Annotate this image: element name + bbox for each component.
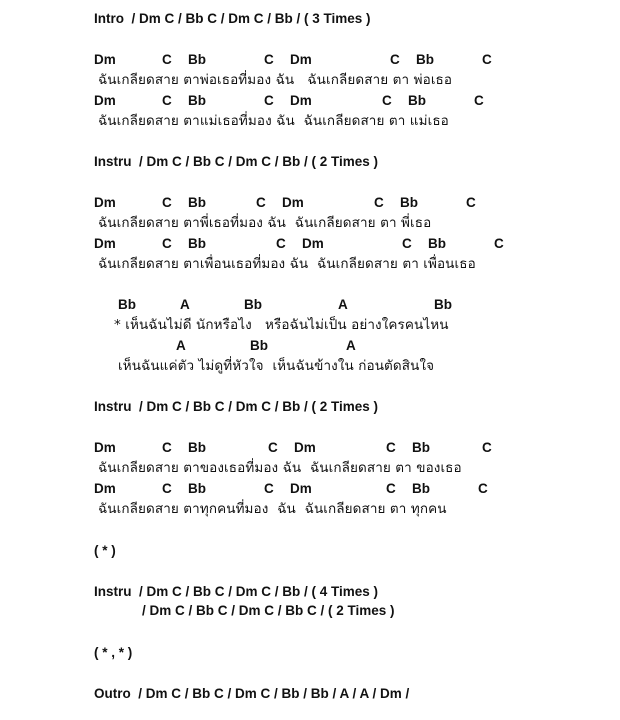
chorus-chord-line-2 <box>0 337 620 355</box>
chord: Bb <box>244 297 262 312</box>
chord: C <box>264 481 274 496</box>
chord: C <box>264 52 274 67</box>
chord: C <box>494 236 504 251</box>
repeat-marker-2: ( * , * ) <box>94 645 133 660</box>
chord: Bb <box>250 338 268 353</box>
chord: Bb <box>188 52 206 67</box>
verse2-lyric-2: ฉันเกลียดสาย ตาเพื่อนเธอที่มอง ฉัน ฉันเกลียดสาย ตา เพื่อนเธอ <box>98 256 476 272</box>
chord: C <box>268 440 278 455</box>
chord: C <box>386 481 396 496</box>
verse3-lyric-1: ฉันเกลียดสาย ตาของเธอที่มอง ฉัน ฉันเกลียดสาย ตา ของเธอ <box>98 460 462 476</box>
instru-line-1: Instru / Dm C / Bb C / Dm C / Bb / ( 2 Times ) <box>94 154 379 169</box>
chord: Dm <box>94 93 116 108</box>
chord: C <box>256 195 266 210</box>
chord: A <box>176 338 186 353</box>
chord: Dm <box>94 52 116 67</box>
verse2-chord-line-1 <box>0 194 620 212</box>
chord: C <box>482 440 492 455</box>
chord: Bb <box>188 236 206 251</box>
chord: Bb <box>416 52 434 67</box>
chord: C <box>382 93 392 108</box>
chord: Bb <box>412 440 430 455</box>
chord: C <box>478 481 488 496</box>
chord: C <box>264 93 274 108</box>
chord: Bb <box>118 297 136 312</box>
verse1-lyric-1: ฉันเกลียดสาย ตาพ่อเธอที่มอง ฉัน ฉันเกลียดสาย ตา พ่อเธอ <box>98 72 453 88</box>
chord: C <box>162 93 172 108</box>
chord: C <box>162 440 172 455</box>
chord: C <box>374 195 384 210</box>
chord: A <box>346 338 356 353</box>
instru-line-3b: / Dm C / Bb C / Dm C / Bb C / ( 2 Times ) <box>142 603 395 618</box>
chord: Dm <box>94 440 116 455</box>
verse2-lyric-1: ฉันเกลียดสาย ตาพี่เธอที่มอง ฉัน ฉันเกลียดสาย ตา พี่เธอ <box>98 215 432 231</box>
chord: Dm <box>94 195 116 210</box>
chord: C <box>162 195 172 210</box>
chord: C <box>162 52 172 67</box>
chord: Bb <box>428 236 446 251</box>
chorus-lyric-1: * เห็นฉันไม่ดี นักหรือไง หรือฉันไม่เป็น อย่างใครคนไหน <box>114 317 449 333</box>
chord: Bb <box>400 195 418 210</box>
chord: C <box>402 236 412 251</box>
instru-line-3: Instru / Dm C / Bb C / Dm C / Bb / ( 4 Times ) <box>94 584 379 599</box>
chord: C <box>482 52 492 67</box>
chord: C <box>386 440 396 455</box>
verse3-lyric-2: ฉันเกลียดสาย ตาทุกคนที่มอง ฉัน ฉันเกลียดสาย ตา ทุกคน <box>98 501 447 517</box>
verse1-chord-line-1 <box>0 51 620 69</box>
chord: A <box>180 297 190 312</box>
chord: Dm <box>94 481 116 496</box>
chord: Dm <box>94 236 116 251</box>
chorus-lyric-2: เห็นฉันแค่ตัว ไม่ดูที่หัวใจ เห็นฉันข้างใน ก่อนตัดสินใจ <box>118 358 435 374</box>
verse3-chord-line-2 <box>0 480 620 498</box>
chord: Bb <box>188 195 206 210</box>
chord: Bb <box>408 93 426 108</box>
chord: Dm <box>290 93 312 108</box>
chord: Bb <box>434 297 452 312</box>
chord: C <box>474 93 484 108</box>
chord: Dm <box>282 195 304 210</box>
chord: C <box>390 52 400 67</box>
verse3-chord-line-1 <box>0 439 620 457</box>
chord: C <box>276 236 286 251</box>
repeat-marker-1: ( * ) <box>94 543 116 558</box>
chorus-chord-line-1 <box>0 296 620 314</box>
verse1-chord-line-2 <box>0 92 620 110</box>
chord: Bb <box>188 440 206 455</box>
chord: Bb <box>188 481 206 496</box>
outro-line: Outro / Dm C / Bb C / Dm C / Bb / Bb / A / A / Dm / <box>94 686 410 701</box>
chord: Dm <box>302 236 324 251</box>
chord: Dm <box>290 481 312 496</box>
instru-line-2: Instru / Dm C / Bb C / Dm C / Bb / ( 2 Times ) <box>94 399 379 414</box>
verse2-chord-line-2 <box>0 235 620 253</box>
chord: Dm <box>290 52 312 67</box>
chord: Dm <box>294 440 316 455</box>
chord: Bb <box>188 93 206 108</box>
chord: C <box>466 195 476 210</box>
chord: A <box>338 297 348 312</box>
verse1-lyric-2: ฉันเกลียดสาย ตาแม่เธอที่มอง ฉัน ฉันเกลียดสาย ตา แม่เธอ <box>98 113 449 129</box>
chord: Bb <box>412 481 430 496</box>
chord: C <box>162 236 172 251</box>
intro-line: Intro / Dm C / Bb C / Dm C / Bb / ( 3 Times ) <box>94 11 371 26</box>
chord: C <box>162 481 172 496</box>
